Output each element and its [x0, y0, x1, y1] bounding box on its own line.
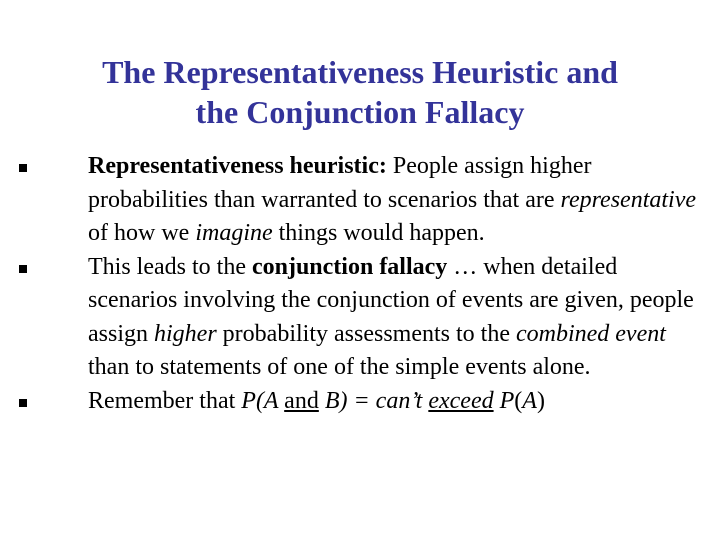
bullet-text: … when detailed scenarios involving the conjunction of events are given, people assign	[88, 253, 694, 347]
square-bullet-icon	[19, 399, 27, 407]
square-bullet-icon	[19, 164, 27, 172]
bullet-item-representativeness	[88, 150, 708, 251]
bullet-item-conjunction-fallacy	[88, 251, 708, 385]
bullet-text: Remember that	[88, 387, 242, 414]
bullet-text: things would happen.	[272, 220, 485, 246]
bullet-text: This leads to the	[88, 253, 252, 280]
square-bullet-icon	[19, 265, 27, 273]
bullet-emphasis: imagine	[195, 220, 273, 246]
bullet-term: Representativeness heuristic:	[88, 153, 387, 179]
bullet-text: probability assessments to the	[216, 320, 516, 347]
bullet-emphasis: higher	[154, 320, 217, 347]
formula-part: A	[522, 387, 537, 414]
formula-part: P(A	[241, 387, 285, 414]
formula-part: )	[536, 387, 545, 414]
formula-part: B) = can’t	[318, 387, 429, 414]
bullet-text: People assign higher probabilities than warranted to scenarios that are	[88, 153, 592, 213]
bullet-term: conjunction fallacy	[251, 253, 448, 280]
title-line-1: The Representativeness Heuristic and	[102, 54, 618, 90]
formula-and: and	[284, 387, 319, 414]
bullet-list	[88, 150, 708, 418]
bullet-text: of how we	[88, 220, 196, 246]
formula-part: P	[493, 387, 515, 414]
slide-title	[0, 52, 720, 132]
bullet-item-remember	[88, 385, 708, 419]
bullet-emphasis: representative	[560, 186, 697, 213]
title-line-2: the Conjunction Fallacy	[195, 94, 525, 130]
formula-exceed: exceed	[428, 387, 494, 414]
bullet-text: than to statements of one of the simple events alone.	[88, 354, 591, 380]
formula-part: (	[514, 387, 523, 414]
bullet-emphasis: combined event	[515, 320, 666, 347]
